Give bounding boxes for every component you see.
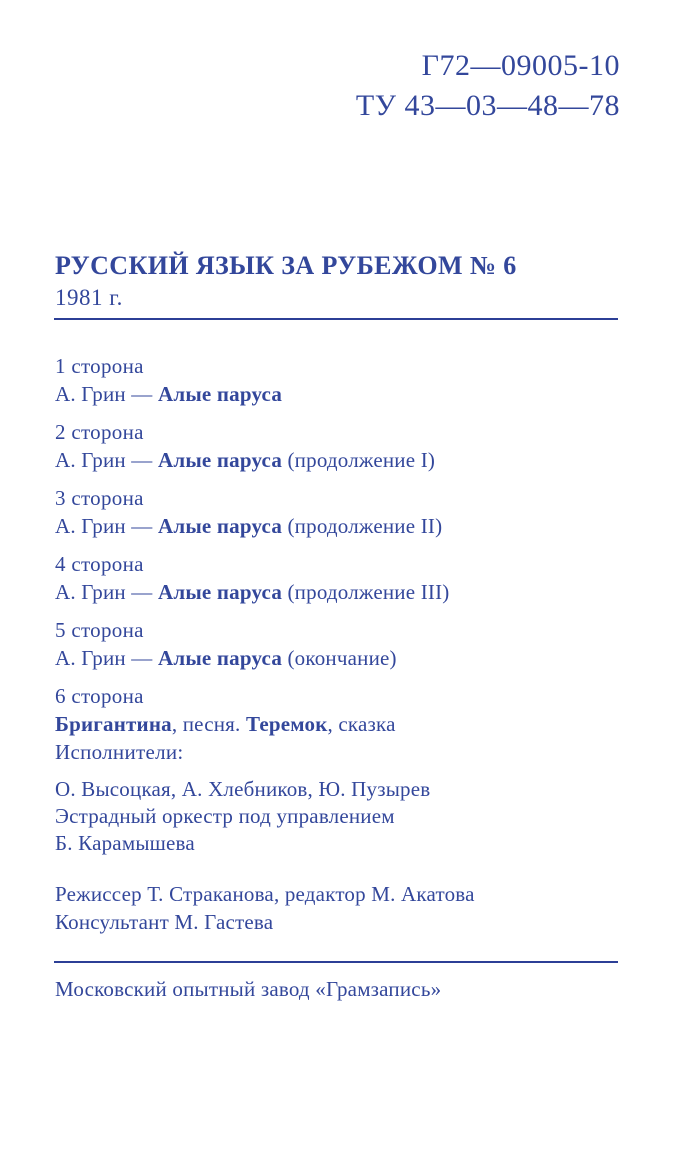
- performers-orchestra: Эстрадный оркестр под управлением: [55, 804, 395, 828]
- track-entry: [55, 485, 638, 540]
- publisher-name: Московский опытный завод «Грамзапись»: [55, 977, 442, 1001]
- track-note: (окончание): [282, 646, 397, 670]
- footer-section: [55, 975, 638, 1003]
- track-note: (продолжение III): [282, 580, 450, 604]
- track-line: [55, 644, 638, 672]
- track-work-title-secondary: Теремок: [245, 712, 328, 736]
- credit-director-editor: Режиссер Т. Страканова, редактор М. Акатова: [55, 882, 475, 906]
- track-note: , песня.: [171, 712, 246, 736]
- side-label: 6 сторона: [55, 684, 144, 708]
- track-author: А. Грин —: [55, 580, 158, 604]
- track-entry: [55, 617, 638, 672]
- track-note: (продолжение II): [282, 514, 443, 538]
- track-work-title: Алые паруса: [157, 514, 283, 538]
- technical-standard-number: ТУ 43—03—48—78: [355, 89, 620, 122]
- track-note-secondary: , сказка: [327, 712, 396, 736]
- performers-heading: Исполнители:: [55, 740, 184, 764]
- title-block: [55, 250, 620, 312]
- side-label: 5 сторона: [55, 618, 144, 642]
- track-entry: [55, 419, 638, 474]
- side-label: 1 сторона: [55, 354, 144, 378]
- side-label: 2 сторона: [55, 420, 144, 444]
- track-author: А. Грин —: [55, 448, 158, 472]
- performers-conductor: Б. Карамышева: [55, 831, 195, 855]
- divider-bottom: [54, 961, 618, 963]
- side-label: 4 сторона: [55, 552, 144, 576]
- credits-section: [55, 880, 638, 936]
- track-entry: [55, 551, 638, 606]
- track-work-title: Алые паруса: [157, 580, 283, 604]
- track-line: [55, 578, 638, 606]
- catalog-codes: [0, 46, 620, 126]
- track-work-title: Алые паруса: [157, 448, 283, 472]
- page-title: РУССКИЙ ЯЗЫК ЗА РУБЕЖОМ № 6: [55, 251, 517, 280]
- track-work-title: Алые паруса: [157, 382, 283, 406]
- performers-section: [55, 738, 638, 857]
- catalog-number: Г72—09005-10: [421, 49, 620, 82]
- performers-names: О. Высоцкая, А. Хлебников, Ю. Пузырев: [55, 777, 431, 801]
- track-line: [55, 446, 638, 474]
- track-author: А. Грин —: [55, 514, 158, 538]
- release-year: 1981 г.: [55, 285, 123, 310]
- track-author: А. Грин —: [55, 382, 158, 406]
- track-line: [55, 512, 638, 540]
- track-listing: [55, 353, 638, 738]
- side-label: 3 сторона: [55, 486, 144, 510]
- track-note: (продолжение I): [282, 448, 436, 472]
- divider-top: [54, 318, 618, 320]
- track-entry: [55, 353, 638, 408]
- credit-consultant: Консультант М. Гастева: [55, 910, 274, 934]
- track-line: [55, 380, 638, 408]
- track-entry: [55, 683, 638, 738]
- track-author: А. Грин —: [55, 646, 158, 670]
- track-line: [55, 710, 638, 738]
- track-work-title: Алые паруса: [157, 646, 283, 670]
- track-work-title: Бригантина: [55, 712, 172, 736]
